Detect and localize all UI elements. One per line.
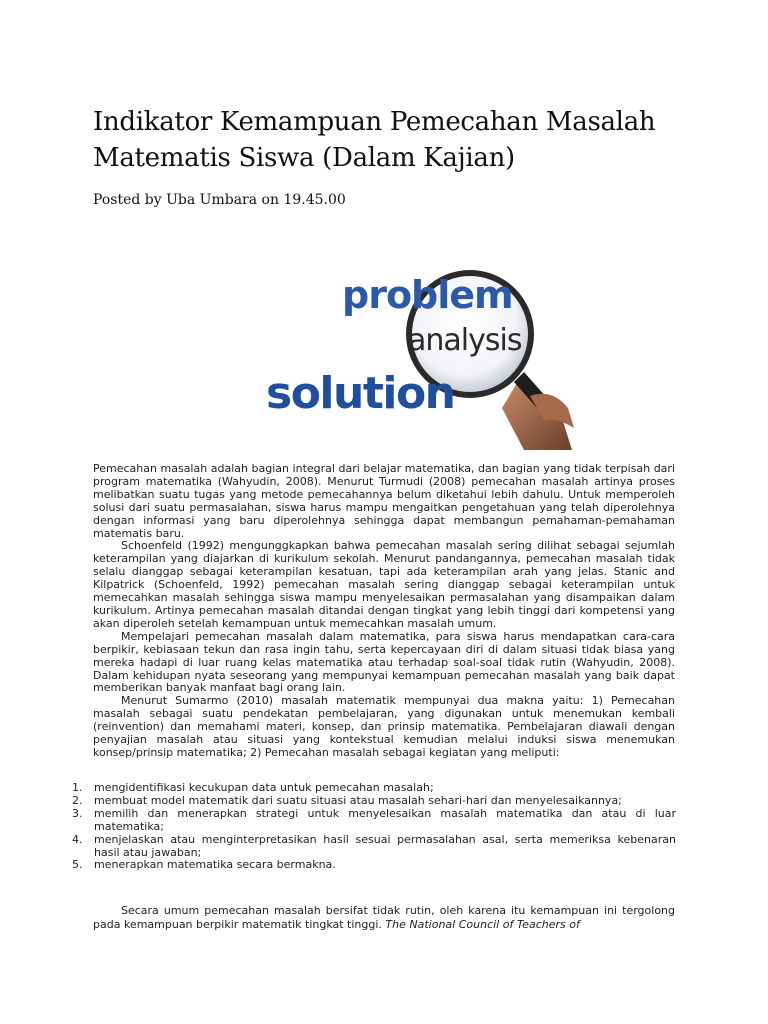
list-text: mengidentifikasi kecukupan data untuk pemecahan masalah; <box>94 781 434 794</box>
word-analysis: analysis <box>408 323 522 358</box>
list-number: 2. <box>72 793 83 807</box>
paragraph: Pemecahan masalah adalah bagian integral dari belajar matematika, dan bagian yang tidak terpisah dari program matematika (Wahyudin, 2008). Menurut Turmudi (2008) pemecahan masalah artinya proses melibatkan suatu tugas yang metode pemecahannya belum diketahui lebih dahulu. Untuk memperoleh solusi dari suatu permasalahan, siswa harus mampu mengaitkan pengetahuan yang telah diperolehnya dengan informasi yang baru diperolehnya sehingga dapat membangun pemahaman-pemahaman matematis baru. <box>93 462 675 540</box>
list-number: 5. <box>72 858 83 872</box>
word-problem: problem <box>342 273 513 317</box>
paragraph: Mempelajari pemecahan masalah dalam matematika, para siswa harus mendapatkan cara-cara berpikir, kebiasaan tekun dan rasa ingin tahu, serta kepercayaan diri di dalam situasi tidak biasa yang mereka hadapi di luar ruang kelas matematika atau terhadap soal-soal tidak rutin (Wahyudin, 2008). Dalam kehidupan nyata seseorang yang mempunyai kemampuan pemecahan masalah yang baik dapat memberikan banyak manfaat bagi orang lain. <box>93 629 675 695</box>
list-text: memilih dan menerapkan strategi untuk menyelesaikan masalah matematika dan atau di luar matematika; <box>94 806 676 833</box>
list-item <box>72 859 676 872</box>
list-item <box>72 782 676 795</box>
list-number: 4. <box>72 832 83 846</box>
activity-list <box>72 782 676 872</box>
article-title: Indikator Kemampuan Pemecahan Masalah Matematis Siswa (Dalam Kajian) <box>93 107 656 173</box>
paragraph: Schoenfeld (1992) mengunggkapkan bahwa pemecahan masalah sering dilihat sebagai sejumlah keterampilan yang diajarkan di kurikulum sekolah. Menurut pandangannya, pemecahan masalah tidak selalu dianggap sebagai keterampilan kesatuan, tapi ada keterampilan arah yang jelas. Stanic and Kilpatrick (Schoenfeld, 1992) pemecahan masalah sering dianggap sebagai keterampilan untuk memecahkan masalah sehingga siswa mampu menyelesaikan permasalahan yang disampaikan dalam kurikulum. Artinya pemecahan masalah ditandai dengan tingkat yang lebih tinggi dari kompetensi yang akan diperoleh setelah kemampuan untuk memecahkan masalah umum. <box>93 539 675 630</box>
list-item <box>72 795 676 808</box>
article-body <box>93 463 675 760</box>
list-number: 3. <box>72 806 83 820</box>
closing-paragraph <box>93 904 675 931</box>
list-item <box>72 834 676 860</box>
problem-solution-image <box>262 268 592 450</box>
list-text: menerapkan matematika secara bermakna. <box>94 858 336 872</box>
list-number: 1. <box>72 781 83 794</box>
word-solution: solution <box>266 368 455 419</box>
list-item <box>72 808 676 834</box>
list-text: menjelaskan atau menginterpretasikan hasil sesuai permasalahan asal, serta memeriksa kebenaran hasil atau jawaban; <box>94 832 676 859</box>
closing-italic: The National Council of Teachers of <box>385 917 580 931</box>
list-text: membuat model matematik dari suatu situasi atau masalah sehari-hari dan menyelesaikannya; <box>94 793 622 807</box>
post-byline: Posted by Uba Umbara on 19.45.00 <box>93 192 346 208</box>
closing-text: Secara umum pemecahan masalah bersifat tidak rutin, oleh karena itu kemampuan ini tergolong pada kemampuan berpikir matematik tingkat tinggi. <box>93 904 675 931</box>
paragraph: Menurut Sumarmo (2010) masalah matematik mempunyai dua makna yaitu: 1) Pemecahan masalah sebagai suatu pendekatan pembelajaran, yang digunakan untuk menemukan kembali (reinvention) dan memahami materi, konsep, dan prinsip matematika. Pembelajaran diawali dengan penyajian masalah atau situasi yang kontekstual kemudian melalui induksi siswa menemukan konsep/prinsip matematika; 2) Pemecahan masalah sebagai kegiatan yang meliputi: <box>93 694 675 759</box>
